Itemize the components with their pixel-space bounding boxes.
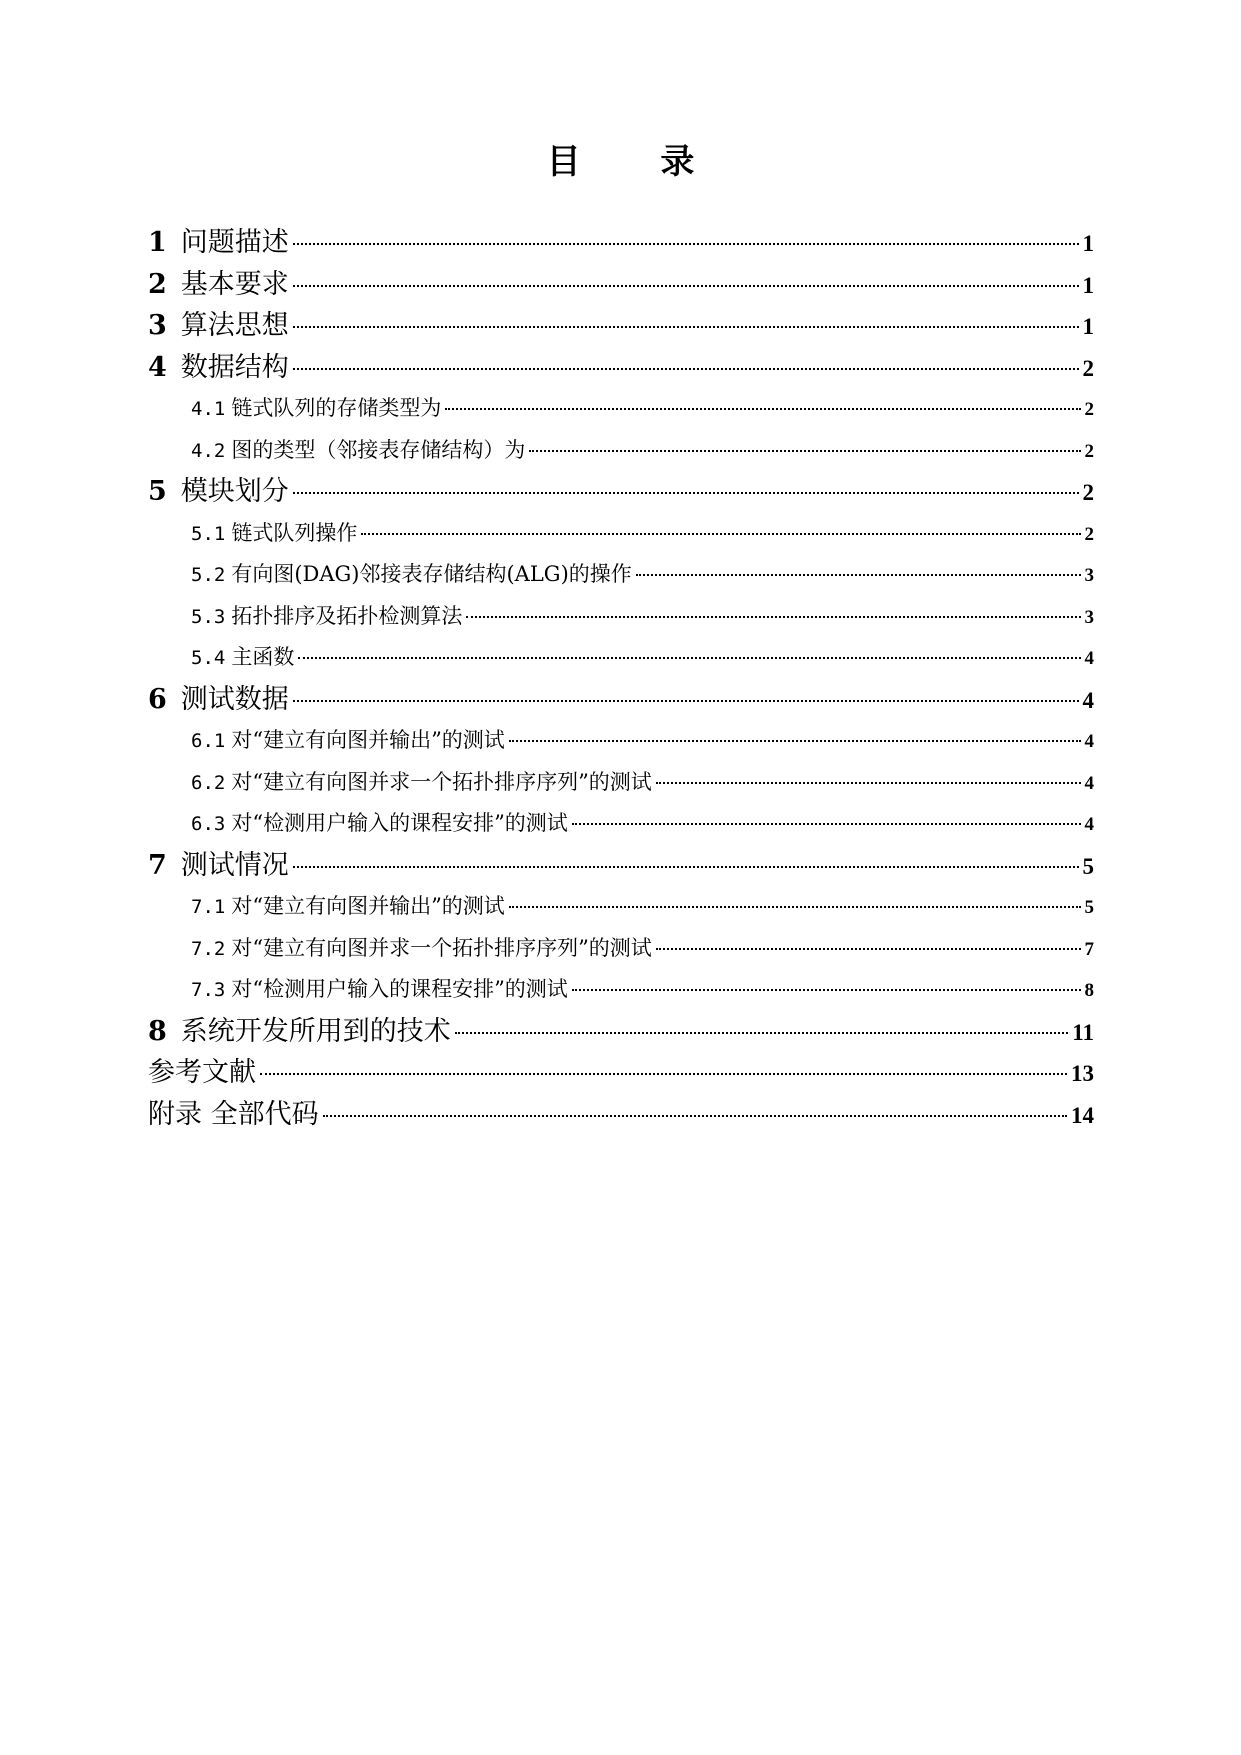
toc-entry-title: 模块划分 [180,476,289,507]
toc-entry-number: 4.2 [191,439,226,462]
toc-entry-page-number: 1 [1082,314,1094,339]
toc-entry-page-number: 5 [1082,853,1094,879]
toc-entry-section[interactable] [148,637,1094,679]
toc-entry-section[interactable] [148,388,1094,430]
toc-entry-number: 7 [148,849,167,881]
toc-entry-number: 4.1 [191,398,226,420]
dot-leader [293,866,1079,868]
toc-entry-page-number: 7 [1084,938,1094,960]
toc-entry-section[interactable] [148,430,1094,472]
toc-entry-number: 6.1 [191,730,226,752]
toc-entry-page-number: 8 [1084,980,1094,1001]
toc-entry-title: 基本要求 [180,268,289,300]
toc-entry-chapter[interactable] [148,845,1094,887]
toc-entry-title: 测试数据 [180,683,289,715]
toc-entry-title: 主函数 [231,645,295,669]
toc-entry-title: 参考文献 [148,1057,256,1088]
toc-entry-chapter[interactable] [148,471,1094,513]
dot-leader [455,1032,1068,1034]
toc-entry-title: 对“建立有向图并求一个拓扑排序序列”的测试 [231,935,652,960]
toc-entry-number: 1 [148,227,167,258]
toc-entry-title: 算法思想 [180,310,289,341]
toc-entry-page-number: 14 [1071,1102,1094,1128]
toc-entry-page-number: 4 [1084,814,1094,835]
toc-entry-title: 对“建立有向图并输出”的测试 [231,894,505,918]
dot-leader [361,533,1080,535]
toc-entry-page-number: 2 [1082,480,1094,505]
toc-entry-page-number: 4 [1084,772,1094,794]
toc-entry-number: 8 [148,1015,167,1047]
toc-entry-page-number: 3 [1084,565,1094,586]
toc-entry-section[interactable] [148,803,1094,845]
toc-entry-number: 6 [148,683,167,715]
toc-entry-chapter[interactable] [148,1011,1094,1053]
toc-entry-section[interactable] [148,762,1094,804]
toc-entry-chapter[interactable] [148,679,1094,721]
toc-entry-page-number: 2 [1082,355,1094,381]
toc-entry-section[interactable] [148,554,1094,596]
dot-leader [572,823,1081,825]
toc-entry-chapter[interactable] [148,347,1094,389]
toc-entry-number: 6.3 [191,813,226,835]
toc-entry-number: 2 [148,268,167,300]
toc-entry-page-number: 2 [1084,440,1094,462]
toc-entry-number: 5 [148,476,167,507]
toc-entry-number: 7.1 [191,896,226,918]
dot-leader [466,616,1080,618]
dot-leader [445,408,1080,410]
toc-entry-number: 6.2 [191,771,226,794]
dot-leader [572,989,1081,991]
toc-entry-page-number: 4 [1084,731,1094,752]
dot-leader [529,450,1080,452]
toc-entry-page-number: 5 [1084,897,1094,918]
dot-leader [260,1073,1067,1075]
dot-leader [656,948,1081,950]
toc-title: 目 录 [546,142,729,182]
toc-entry-number: 5.1 [191,522,226,545]
dot-leader [293,243,1079,245]
toc-entry-page-number: 11 [1072,1019,1094,1045]
dot-leader [509,906,1081,908]
toc-entry-title: 问题描述 [180,227,289,258]
toc-entry-title: 附录 全部代码 [148,1098,319,1130]
toc-entry-number: 5.2 [191,564,226,586]
toc-entry-section[interactable] [148,886,1094,928]
toc-entry-title: 数据结构 [180,351,289,383]
toc-entry-section[interactable] [148,596,1094,638]
dot-leader [293,326,1079,328]
toc-entry-page-number: 4 [1082,687,1094,713]
toc-entry-page-number: 1 [1082,272,1094,298]
toc-entry-page-number: 2 [1084,523,1094,545]
toc-entry-title: 系统开发所用到的技术 [180,1015,451,1047]
toc-entry-title: 对“检测用户输入的课程安排”的测试 [231,977,568,1001]
dot-leader [636,574,1081,576]
toc-entry-chapter[interactable] [148,264,1094,306]
toc-entry-page-number: 3 [1084,606,1094,628]
toc-entry-title: 对“检测用户输入的课程安排”的测试 [231,811,568,835]
toc-entry-chapter[interactable] [148,1052,1094,1094]
toc-entry-number: 4 [148,351,167,383]
toc-entry-chapter[interactable] [148,305,1094,347]
toc-entry-page-number: 1 [1082,231,1094,256]
dot-leader [293,700,1079,702]
toc-entry-page-number: 4 [1084,648,1094,669]
toc-entry-chapter[interactable] [148,222,1094,264]
toc-entry-section[interactable] [148,928,1094,970]
toc-entry-number: 7.3 [191,979,226,1001]
toc-entry-number: 5.3 [191,605,226,628]
dot-leader [323,1115,1067,1117]
toc-entry-page-number: 13 [1071,1061,1094,1086]
toc-entry-page-number: 2 [1084,399,1094,420]
toc-entry-section[interactable] [148,513,1094,555]
dot-leader [656,782,1081,784]
toc-entry-title: 拓扑排序及拓扑检测算法 [231,603,463,628]
dot-leader [298,657,1080,659]
toc-entry-chapter[interactable] [148,1094,1094,1136]
toc-entry-title: 对“建立有向图并输出”的测试 [231,728,505,752]
toc-entry-title: 有向图(DAG)邻接表存储结构(ALG)的操作 [231,562,632,586]
toc-entry-section[interactable] [148,969,1094,1011]
toc-entry-number: 5.4 [191,647,226,669]
toc-entry-title: 对“建立有向图并求一个拓扑排序序列”的测试 [231,769,652,794]
toc-entry-number: 3 [148,310,167,341]
dot-leader [509,740,1081,742]
dot-leader [293,368,1079,370]
toc-entry-title: 链式队列操作 [231,520,358,545]
dot-leader [293,492,1079,494]
toc-entry-title: 链式队列的存储类型为 [231,396,442,420]
dot-leader [293,285,1079,287]
toc-entry-title: 测试情况 [180,849,289,881]
toc-entry-number: 7.2 [191,937,226,960]
table-of-contents [148,222,1094,1135]
toc-entry-title: 图的类型（邻接表存储结构）为 [231,437,526,462]
toc-entry-section[interactable] [148,720,1094,762]
